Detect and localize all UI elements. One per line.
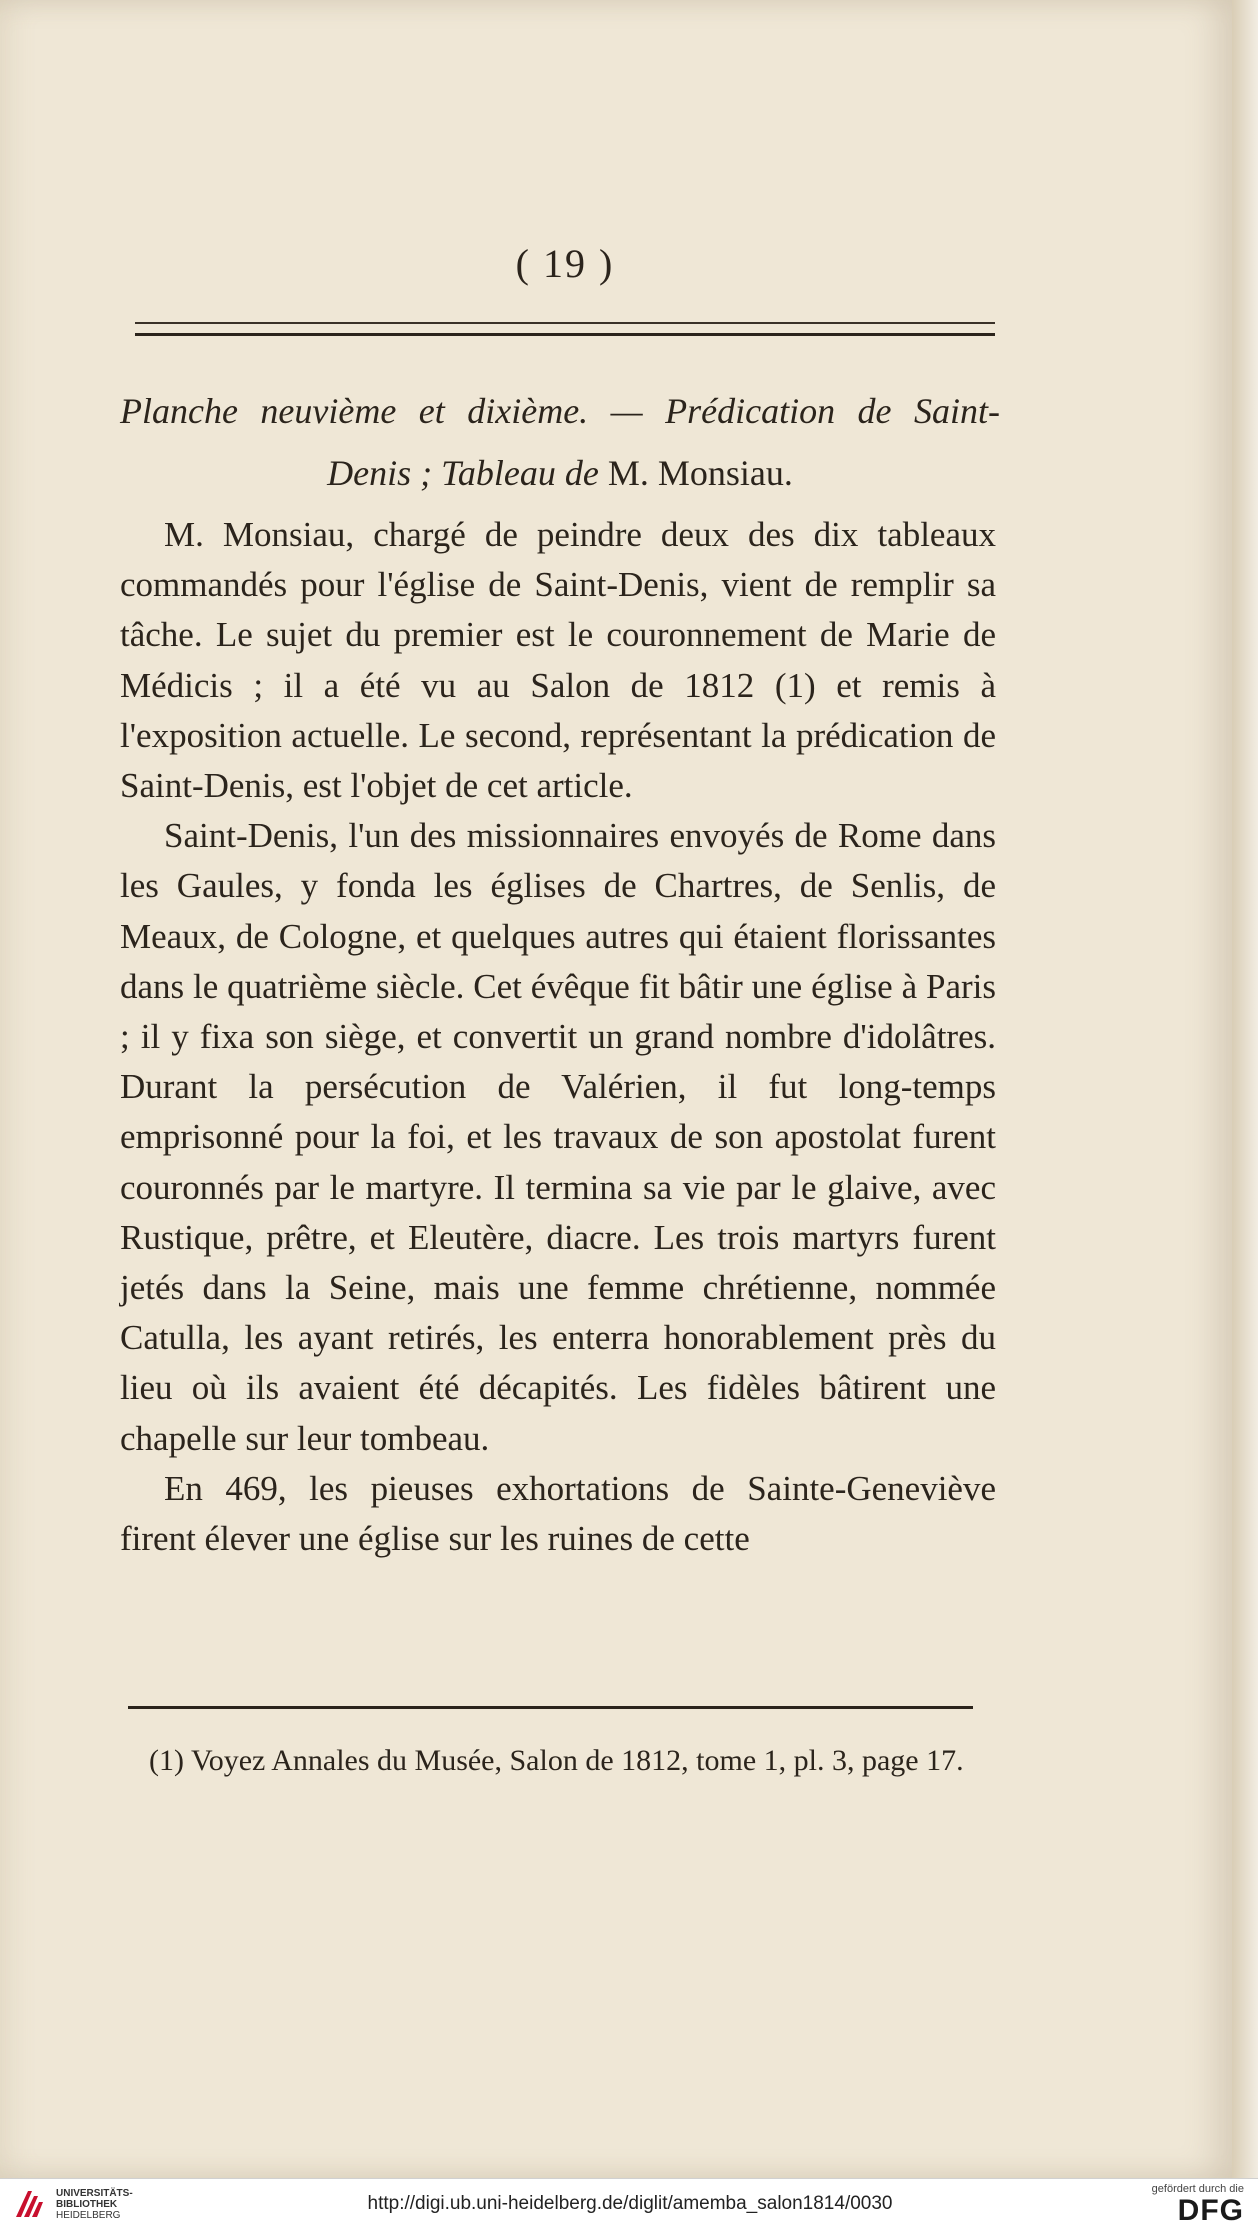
library-logo-icon bbox=[12, 2187, 46, 2221]
permalink-url[interactable]: http://digi.ub.uni-heidelberg.de/diglit/amemba_salon1814/0030 bbox=[367, 2193, 893, 2214]
header-rule bbox=[135, 322, 995, 336]
paragraph-2: Saint-Denis, l'un des missionnaires envoyés de Rome dans les Gaules, y fonda les églises de Chartres, de Senlis, de Meaux, de Cologne, et quelques autres qui étaient florissantes dans le quatrième siècle. Cet évêque fit bâtir une église à Paris ; il y fixa son siège, et convertit un grand nombre d'idolâtres. Durant la persécution de Valérien, il fut long-temps emprisonné pour la foi, et les travaux de son apostolat furent couronnés par le martyre. Il termina sa vie par le glaive, avec Rustique, prêtre, et Eleutère, diacre. Les trois martyrs furent jetés dans la Seine, mais une femme chrétienne, nommée Catulla, les ayant retirés, les enterra honorablement près du lieu où ils avaient été décapités. Les fidèles bâtirent une chapelle sur leur tombeau. bbox=[120, 816, 996, 1458]
institution-line-2: BIBLIOTHEK bbox=[56, 2199, 118, 2210]
institution-line-1: UNIVERSITÄTS- bbox=[56, 2188, 133, 2199]
paragraph-3: En 469, les pieuses exhortations de Sainte-Geneviève firent élever une église sur les ruines de cette bbox=[120, 1468, 996, 1559]
body-text bbox=[120, 510, 996, 1564]
institution-line-3: HEIDELBERG bbox=[56, 2210, 121, 2221]
institution-name bbox=[56, 2188, 133, 2221]
funder-label: gefördert durch die bbox=[1151, 2183, 1244, 2195]
footnote-rule bbox=[128, 1706, 973, 1709]
dfg-logo: DFG bbox=[1177, 2194, 1244, 2227]
heading-line-2-italic: Denis ; Tableau de bbox=[327, 453, 599, 493]
page-number: ( 19 ) bbox=[515, 241, 615, 286]
heading-line-2 bbox=[120, 442, 1000, 504]
heading-line-2-roman: M. Monsiau. bbox=[607, 453, 793, 493]
heading-line-1: Planche neuvième et dixième. — Prédication de Saint- bbox=[120, 391, 1000, 431]
paragraph-1: M. Monsiau, chargé de peindre deux des dix tableaux commandés pour l'église de Saint-Denis, vient de remplir sa tâche. Le sujet du premier est le couronnement de Marie de Médicis ; il a été vu au Salon de 1812 (1) et remis à l'exposition actuelle. Le second, représentant la prédication de Saint-Denis, est l'objet de cet article. bbox=[120, 515, 996, 806]
page-edge bbox=[1232, 0, 1258, 2178]
section-heading bbox=[120, 380, 1000, 504]
footnote: (1) Voyez Annales du Musée, Salon de 1812, tome 1, pl. 3, page 17. bbox=[149, 1744, 964, 1777]
viewer-footer bbox=[0, 2178, 1258, 2229]
